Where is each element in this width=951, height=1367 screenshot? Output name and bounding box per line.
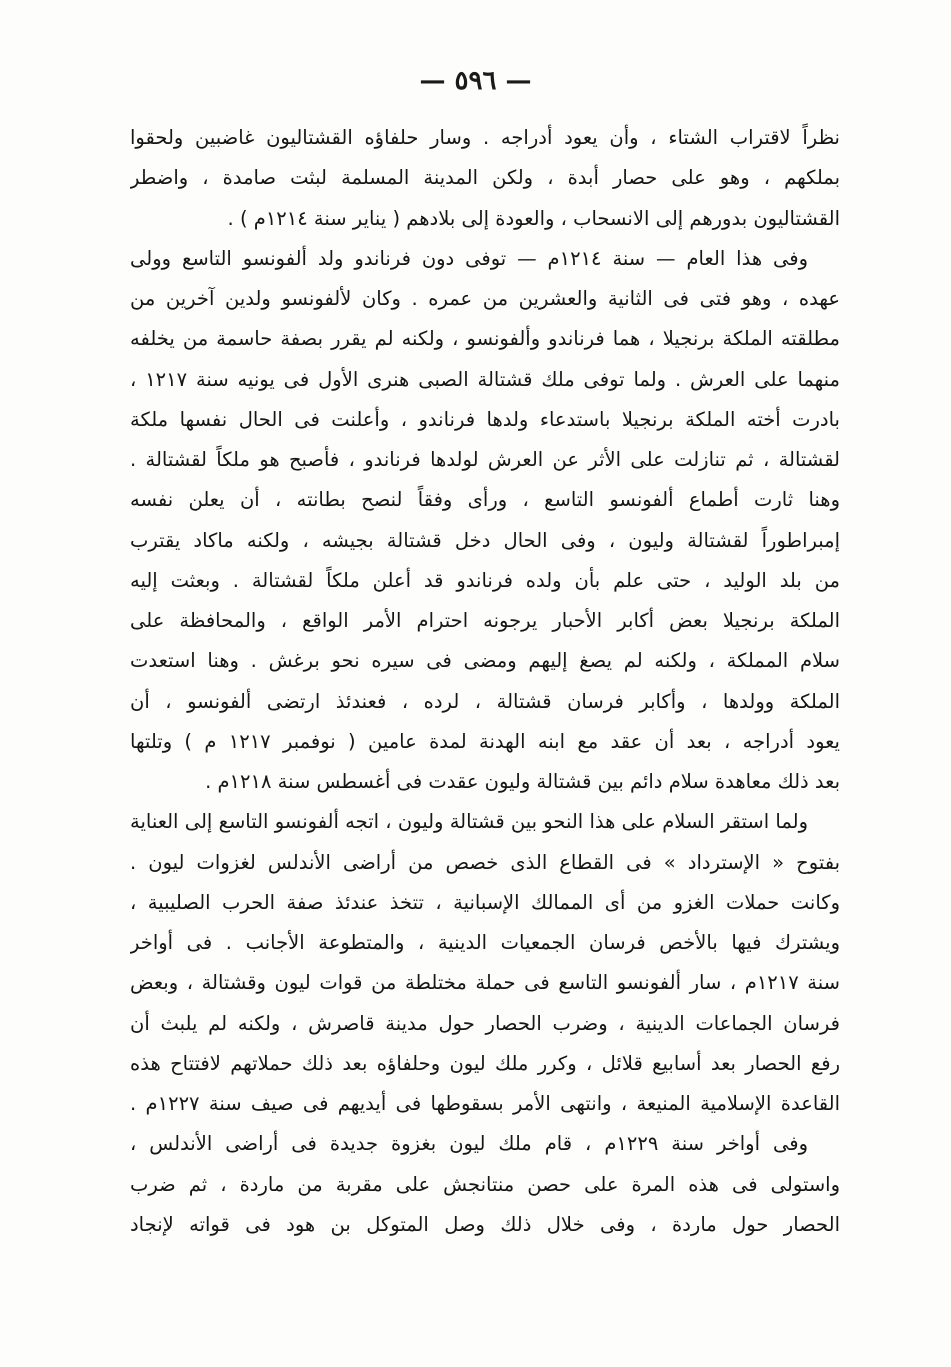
text-line: منهما على العرش . ولما توفى ملك قشتالة الصبى هنرى الأول فى يونيه سنة ١٢١٧ ، [130,367,840,391]
text-line: بادرت أخته الملكة برنجيلا باستدعاء ولدها فرناندو ، وأعلنت فى الحال نفسها ملكة [130,407,840,431]
text-line: بملكهم ، وهو على حصار أبدة ، ولكن المدينة المسلمة لبثت صامدة ، واضطر [130,166,840,190]
text-line: الحصار حول ماردة ، وفى خلال ذلك وصل المتوكل بن هود فى قواته لإنجاد [130,1212,840,1236]
text-line: سلام المملكة ، ولكنه لم يصغ إليهم ومضى فى سيره نحو برغش . وهنا استعدت [130,649,840,673]
text-line: سنة ١٢١٧م ، سار ألفونسو التاسع فى حملة مختلطة من قوات ليون وقشتالة ، وبعض [130,971,840,995]
text-line: عهده ، وهو فتى فى الثانية والعشرين من عمره . وكان لألفونسو ولدين آخرين من [130,287,840,310]
text-line: مطلقته الملكة برنجيلا ، هما فرناندو وألفونسو ، ولكنه لم يقرر بصفة حاسمة من يخلفه [130,327,840,351]
body-text [130,118,840,1245]
text-line: الملكة وولدها ، وأكابر فرسان قشتالة ، لرده ، فعندئذ ارتضى ألفونسو ، أن [130,689,840,713]
text-line: ولما استقر السلام على هذا النحو بين قشتالة وليون ، اتجه ألفونسو التاسع إلى العناية [130,810,808,834]
text-line: بعد ذلك معاهدة سلام دائم بين قشتالة وليون عقدت فى أغسطس سنة ١٢١٨م . [205,770,840,793]
text-line: لقشتالة ، ثم تنازلت على الأثر عن العرش لولدها فرناندو ، فأصبح هو ملكاً لقشتالة . [130,448,840,471]
text-line: ويشترك فيها بالأخص فرسان الجمعيات الدينية ، والمتطوعة الأجانب . فى أواخر [130,931,840,954]
text-line: فرسان الجماعات الدينية ، وضرب الحصار حول مدينة قاصرش ، ولكنه لم يلبث أن [130,1011,840,1035]
text-line: وفى هذا العام — سنة ١٢١٤م — توفى دون فرناندو ولد ألفونسو التاسع وولى [130,246,809,270]
text-line: وكانت حملات الغزو من أى الممالك الإسبانية ، تتخذ عندئذ صفة الحرب الصليبية ، [130,890,840,914]
page-number: — ٥٩٦ — [419,66,532,96]
text-line: الملكة برنجيلا بعض أكابر الأحبار يرجونه احترام الأمر الواقع ، والمحافظة على [130,609,840,632]
text-line: واستولى فى هذه المرة على حصن منتانجش على مقربة من ماردة ، ثم ضرب [130,1172,840,1196]
text-line: وفى أواخر سنة ١٢٢٩م ، قام ملك ليون بغزوة جديدة فى أراضى الأندلس ، [130,1132,808,1156]
text-line: يعود أدراجه ، بعد أن عقد مع ابنه الهدنة لمدة عامين ( نوفمبر ١٢١٧ م ) وتلتها [130,729,840,753]
text-line: من بلد الوليد ، حتى علم بأن ولده فرناندو قد أعلن ملكاً لقشتالة . وبعثت إليه [130,568,840,592]
text-line: بفتوح « الإسترداد » فى القطاع الذى خصص من أراضى الأندلس لغزوات ليون . [130,850,840,874]
text-line: رفع الحصار بعد أسابيع قلائل ، وكرر ملك ليون وحلفاؤه بعد ذلك حملاتهم لافتتاح هذه [130,1051,840,1075]
text-line: وهنا ثارت أطماع ألفونسو التاسع ، ورأى وفقاً لنصح بطانته ، أن يعلن نفسه [130,488,840,512]
text-line: إمبراطوراً لقشتالة وليون ، وفى الحال دخل قشتالة بجيشه ، ولكنه ماكاد يقترب [130,528,840,552]
text-line: نظراً لاقتراب الشتاء ، وأن يعود أدراجه . وسار حلفاؤه القشتاليون غاضبين ولحقوا [130,126,840,149]
text-line: القشتاليون بدورهم إلى الانسحاب ، والعودة إلى بلادهم ( يناير سنة ١٢١٤م ) . [227,206,840,230]
text-line: القاعدة الإسلامية المنيعة ، وانتهى الأمر بسقوطها فى أيديهم فى صيف سنة ١٢٢٧م . [130,1092,840,1115]
